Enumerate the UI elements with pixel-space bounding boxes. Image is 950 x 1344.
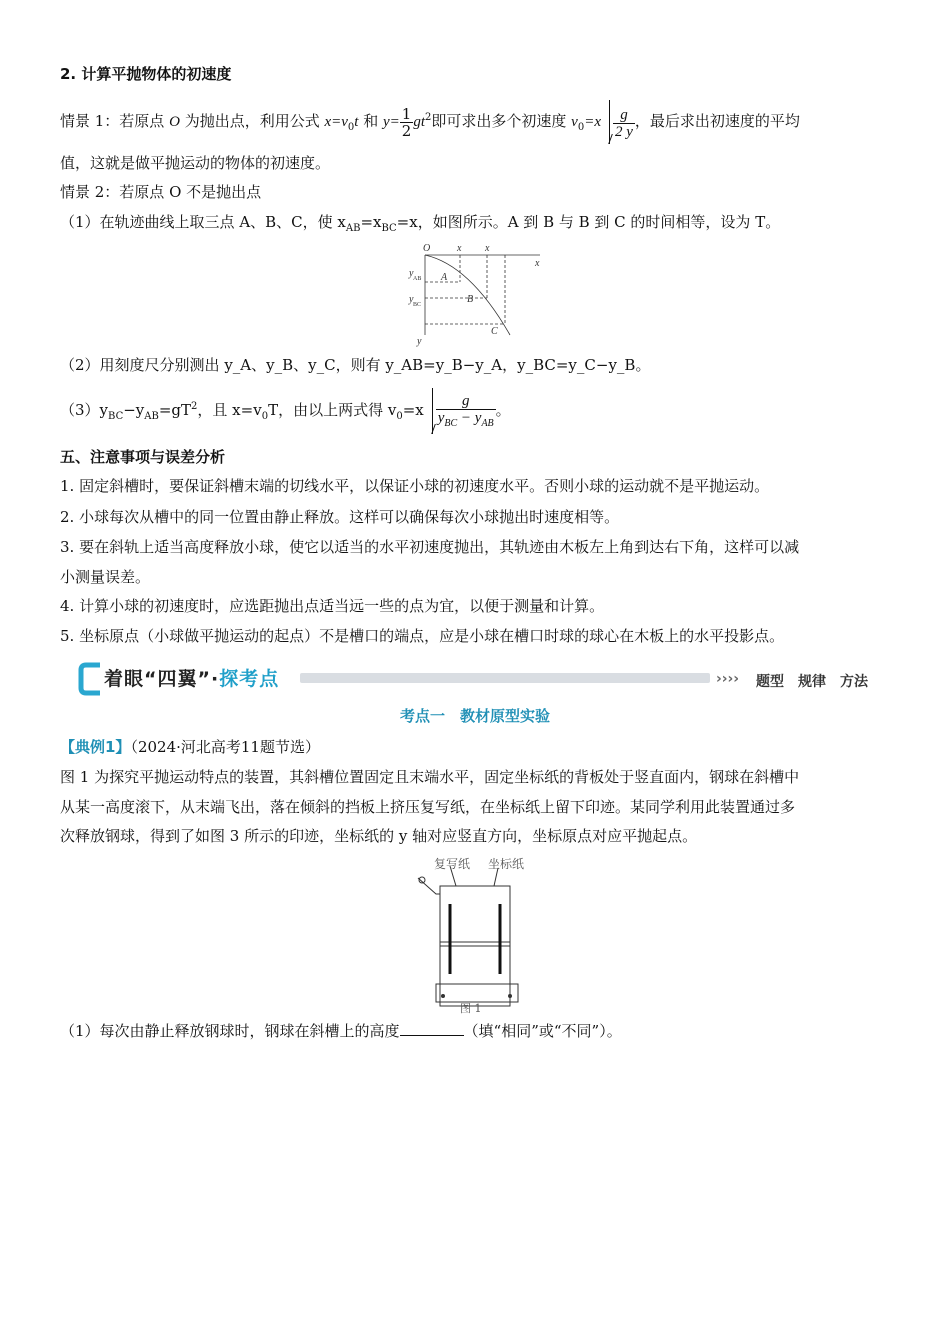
trajectory-figure [405,240,550,348]
list-item: 小测量误差。 [60,568,151,586]
text: （填“相同”或“不同”）。 [463,1022,622,1040]
fraction [613,107,635,140]
label-xaxis: x [535,258,540,269]
paragraph: 从某一高度滚下，从末端飞出，落在倾斜的挡板上挤压复写纸，在坐标纸上留下印迹。某同学利用此装置通过多 [60,798,796,816]
step-3: $(3)y_{BC}-y_{AB}=gT^2$，且 $x=v_0T$，由以上两式得 $v_0=x$ $\frac{g}{y_{BC} - y_{AB}}$ 。 [60,384,511,434]
example-source: （2024·河北高考11题节选） [130,738,320,756]
sub: 0 [577,122,585,133]
sqrt [432,388,496,434]
fig-label-copy-paper: 复写纸 [434,857,471,871]
list-item: 3. 要在斜轨上适当高度释放小球，使它以适当的水平初速度抛出，其轨迹由木板左上角到达右下角，这样可以减 [60,538,800,556]
text: ，且 x=v [197,401,262,419]
text: −y [123,401,145,419]
text: 为抛出点，利用公式 [179,112,325,130]
fraction [436,393,496,432]
text: T，由以上两式得 v [268,401,397,419]
label-O: O [423,243,431,254]
label-x2: x [485,243,490,254]
scenario-2: 情景 2：若原点 O 不是抛出点 [60,183,262,201]
label-yB-sub: BC [413,302,422,308]
label-A: A [441,272,448,283]
kaodian-title: 考点一 教材原型实验 [399,707,550,725]
banner-tags: 题型 规律 方法 [756,674,868,690]
numerator: g [436,393,496,410]
sub: AB [345,223,361,234]
text: =x [402,401,424,419]
banner-bracket-icon [78,662,104,696]
banner-title-a: 着眼“四翼”· [104,668,220,690]
text: ，最后求出初速度的平均 [634,112,800,130]
fraction [400,106,414,139]
formula: gt [413,114,426,130]
section-heading: 五、注意事项与误差分析 [60,448,226,466]
text: 和 [358,112,384,130]
formula: y= [383,114,400,130]
chute [418,878,440,894]
step-1 [60,212,780,239]
formula: v [571,114,578,130]
banner-bar [300,673,710,683]
text: （1）在轨迹曲线上取三点 A、B、C，使 x [60,213,346,231]
formula: t [354,114,359,130]
symbol: O [169,114,180,130]
question-1 [60,1021,622,1041]
sub: BC [381,223,397,234]
sup: 2 [425,112,432,123]
label-x1: x [457,243,462,254]
banner-title [104,664,279,691]
apparatus-figure [410,856,540,1016]
text: 情景 1：若原点 [60,112,170,130]
text: 。 [495,401,511,419]
list-item: 1. 固定斜槽时，要保证斜槽末端的切线水平，以保证小球的初速度水平。否则小球的运动就不是平抛运动。 [60,477,770,495]
label-yA: y [409,268,414,279]
formula: =x [584,114,601,130]
section-heading: 2. 计算平抛物体的初速度 [60,65,232,83]
label-yaxis: y [417,336,422,347]
numerator: g [613,107,635,124]
denominator: 2 [401,121,412,140]
list-item: 4. 计算小球的初速度时，应选距抛出点适当远一些的点为宜，以便于测量和计算。 [60,597,605,615]
example-tag: 【典例1】 [60,738,131,756]
sub: 0 [347,122,355,133]
step-2: （2）用刻度尺分别测出 y_A、y_B、y_C，则有 y_AB=y_B−y_A，y_BC=y_C−y_B。 [60,356,651,374]
text: =x，如图所示。A 到 B 与 B 到 C 的时间相等，设为 T。 [396,213,781,231]
text: （3）y [60,401,109,419]
banner-title-b: 探考点 [219,668,280,690]
text: =x [360,213,382,231]
list-item: 2. 小球每次从槽中的同一位置由静止释放。这样可以确保每次小球抛出时速度相等。 [60,508,620,526]
sqrt [609,100,635,144]
list-item: 5. 坐标原点（小球做平抛运动的起点）不是槽口的端点，应是小球在槽口时球的球心在木板上的水平投影点。 [60,627,785,645]
scenario-1-line [60,96,800,146]
label-yA-sub: AB [413,276,422,282]
figure-caption: 图 1 [460,1002,482,1015]
answer-blank[interactable] [400,1021,464,1036]
label-B: B [467,294,474,305]
label-yB: y [409,294,414,305]
banner-arrows-icon: ›››› [716,671,740,687]
text: （1）每次由静止释放钢球时，钢球在斜槽上的高度 [60,1022,400,1040]
scenario-1-cont: 值，这就是做平抛运动的物体的初速度。 [60,154,331,172]
fig-label-coord-paper: 坐标纸 [488,857,525,871]
denominator: 2 y [615,123,633,140]
denominator: $y_{BC} - y_{AB}$ [437,409,494,429]
numerator: 1 [401,104,412,123]
label-C: C [491,326,498,337]
paragraph: 次释放钢球，得到了如图 3 所示的印迹，坐标纸的 y 轴对应竖直方向，坐标原点对应平抛起点。 [60,827,698,845]
paragraph: 图 1 为探究平抛运动特点的装置，其斜槽位置固定且末端水平，固定坐标纸的背板处于竖直面内，钢球在斜槽中 [60,768,800,786]
formula: x=v [324,114,348,130]
text: 即可求出多个初速度 [431,112,572,130]
example-header [60,737,320,757]
text: =gT [158,401,192,419]
